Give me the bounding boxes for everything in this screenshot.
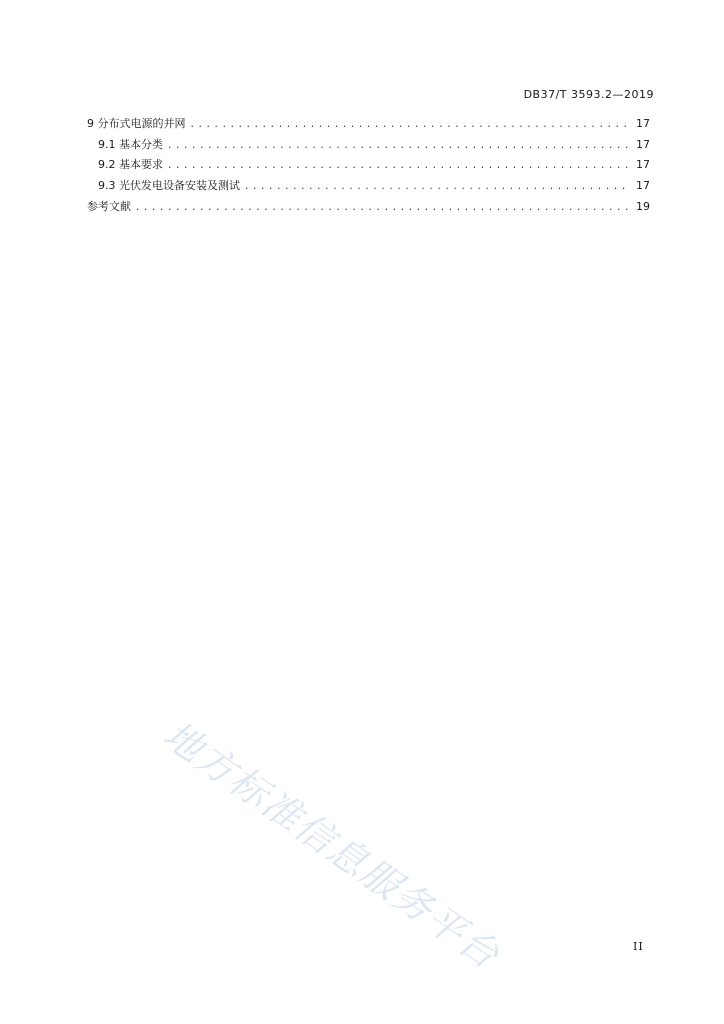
toc-entry-label: 9.1 基本分类	[98, 137, 163, 151]
page-number: II	[633, 940, 644, 953]
toc-entry-page: 17	[636, 158, 650, 171]
toc-leader-dots	[167, 159, 630, 173]
toc-leader-dots	[190, 118, 631, 132]
toc-entry-label: 9.3 光伏发电设备安装及测试	[98, 178, 240, 192]
toc-entry-9-3[interactable]	[87, 179, 650, 193]
toc-leader-dots	[244, 180, 630, 194]
table-of-contents	[87, 117, 650, 220]
toc-entry-page: 17	[636, 117, 650, 130]
toc-entry-label: 参考文献	[87, 199, 131, 213]
toc-leader-dots	[135, 201, 630, 215]
toc-leader-dots	[167, 139, 630, 153]
toc-entry-references[interactable]	[87, 200, 650, 214]
toc-entry-9-1[interactable]	[87, 138, 650, 152]
toc-entry-page: 19	[636, 199, 650, 213]
toc-entry-9[interactable]	[87, 117, 650, 131]
toc-entry-page: 17	[636, 137, 650, 151]
watermark-text: 地方标准信息服务平台	[155, 712, 509, 978]
standard-code: DB37/T 3593.2—2019	[523, 88, 654, 101]
toc-entry-9-2[interactable]	[87, 158, 650, 172]
toc-entry-page: 17	[636, 178, 650, 192]
toc-entry-label: 9 分布式电源的并网	[87, 117, 186, 130]
toc-entry-label: 9.2 基本要求	[98, 158, 163, 171]
